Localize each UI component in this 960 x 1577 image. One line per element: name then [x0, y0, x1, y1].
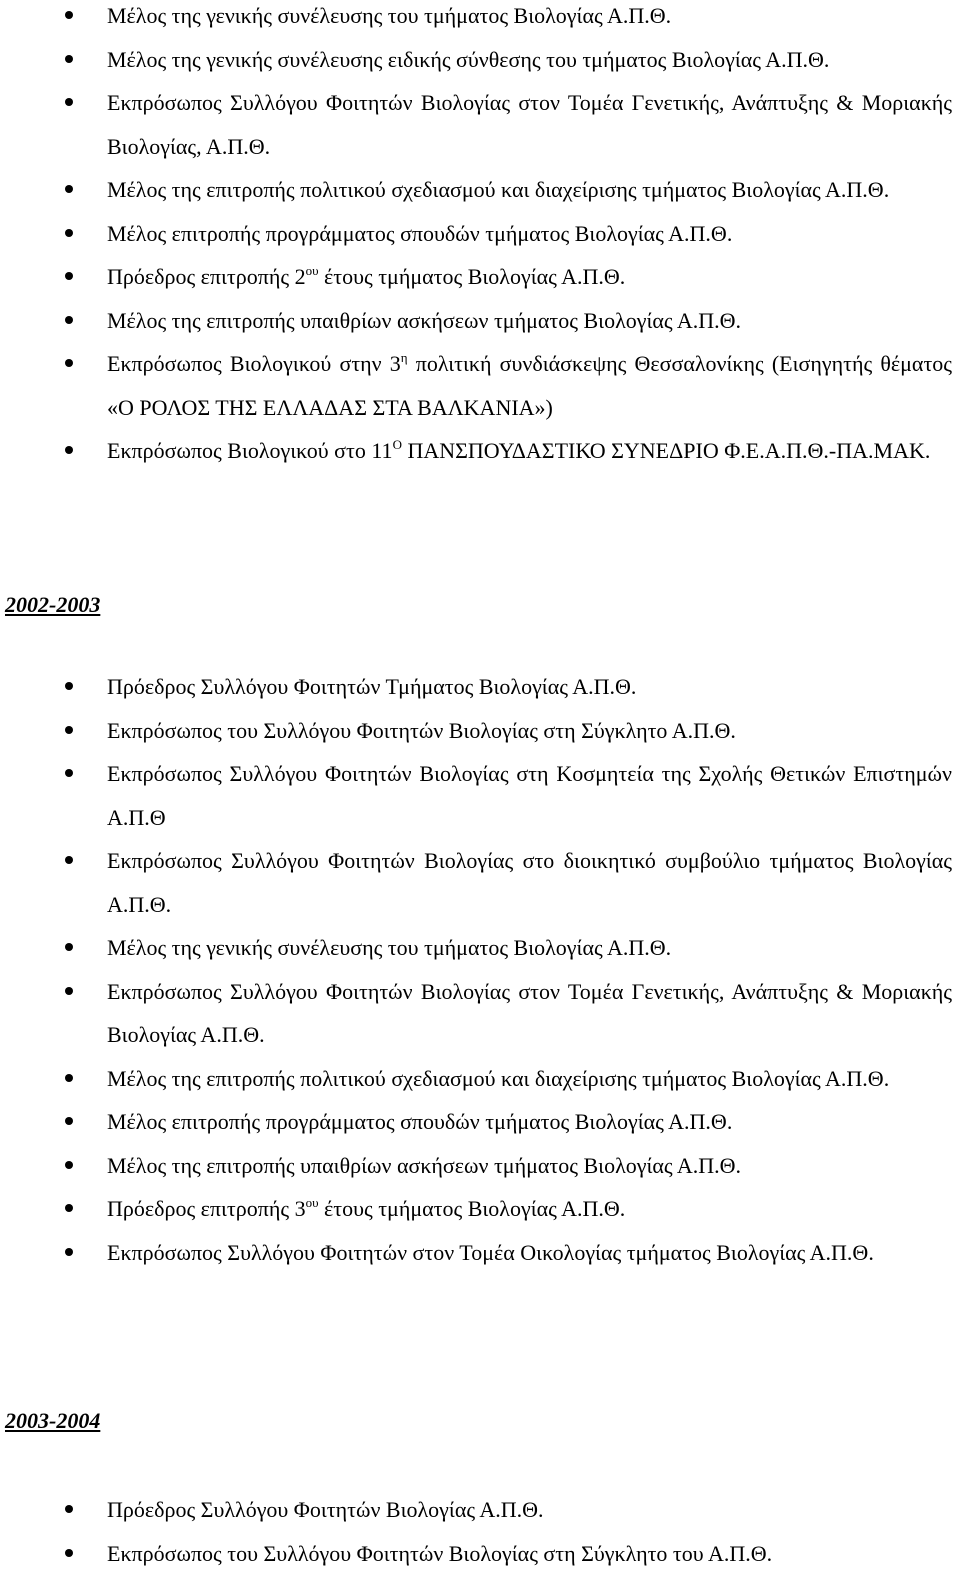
bullet-icon [65, 1161, 73, 1169]
list-item: Μέλος της επιτροπής υπαιθρίων ασκήσεων τμήματος Βιολογίας Α.Π.Θ. [0, 1144, 960, 1188]
list-item: Μέλος επιτροπής προγράμματος σπουδών τμήματος Βιολογίας Α.Π.Θ. [0, 1100, 960, 1144]
bullet-icon [65, 1505, 73, 1513]
bullet-icon [65, 359, 73, 367]
list-item: Μέλος της επιτροπής πολιτικού σχεδιασμού και διαχείρισης τμήματος Βιολογίας Α.Π.Θ. [0, 1057, 960, 1101]
bullet-icon [65, 726, 73, 734]
bullet-icon [65, 856, 73, 864]
bullet-icon [65, 769, 73, 777]
list-item: Μέλος της γενικής συνέλευσης του τμήματος Βιολογίας Α.Π.Θ. [0, 0, 960, 38]
bullet-icon [65, 316, 73, 324]
list-item: Εκπρόσωπος Βιολογικού στην $3^\eta$ πολιτική συνδιάσκεψης Θεσσαλονίκης (Εισηγητής θέματος «Ο ΡΟΛΟΣ ΤΗΣ ΕΛΛΑΔΑΣ ΣΤΑ ΒΑΛΚΑΝΙΑ») [0, 342, 960, 429]
bullet-icon [65, 1248, 73, 1256]
section-2-list [0, 665, 960, 1274]
list-item: Μέλος της γενικής συνέλευσης του τμήματος Βιολογίας Α.Π.Θ. [0, 926, 960, 970]
list-item: Μέλος της επιτροπής υπαιθρίων ασκήσεων τμήματος Βιολογίας Α.Π.Θ. [0, 299, 960, 343]
section-3-list [0, 1488, 960, 1575]
section-heading-2002-2003: 2002-2003 [5, 592, 101, 617]
bullet-icon [65, 446, 73, 454]
list-item: Εκπρόσωπος Βιολογικού στο $11^O$ ΠΑΝΣΠΟΥΔΑΣΤΙΚΟ ΣΥΝΕΔΡΙΟ Φ.Ε.Α.Π.Θ.-ΠΑ.ΜΑΚ. [0, 429, 960, 473]
list-item: Μέλος επιτροπής προγράμματος σπουδών τμήματος Βιολογίας Α.Π.Θ. [0, 212, 960, 256]
bullet-icon [65, 987, 73, 995]
bullet-icon [65, 98, 73, 106]
bullet-icon [65, 1074, 73, 1082]
section-heading-2003-2004: 2003-2004 [5, 1408, 101, 1433]
bullet-icon [65, 55, 73, 63]
bullet-icon [65, 1117, 73, 1125]
bullet-icon [65, 1204, 73, 1212]
list-item: Πρόεδρος επιτροπής $2^{o\upsilon}$ έτους τμήματος Βιολογίας Α.Π.Θ. [0, 255, 960, 299]
list-item: Εκπρόσωπος Συλλόγου Φοιτητών Βιολογίας στον Τομέα Γενετικής, Ανάπτυξης & Μοριακής Βιολογίας, Α.Π.Θ. [0, 81, 960, 168]
bullet-icon [65, 11, 73, 19]
bullet-icon [65, 229, 73, 237]
list-item: Εκπρόσωπος Συλλόγου Φοιτητών Βιολογίας στο διοικητικό συμβούλιο τμήματος Βιολογίας Α.Π.Θ. [0, 839, 960, 926]
list-item: Εκπρόσωπος του Συλλόγου Φοιτητών Βιολογίας στη Σύγκλητο του Α.Π.Θ. [0, 1532, 960, 1576]
list-item: Πρόεδρος επιτροπής $3^{o\upsilon}$ έτους τμήματος Βιολογίας Α.Π.Θ. [0, 1187, 960, 1231]
bullet-icon [65, 682, 73, 690]
bullet-icon [65, 272, 73, 280]
list-item: Εκπρόσωπος Συλλόγου Φοιτητών στον Τομέα Οικολογίας τμήματος Βιολογίας Α.Π.Θ. [0, 1231, 960, 1275]
bullet-icon [65, 1549, 73, 1557]
bullet-icon [65, 185, 73, 193]
list-item: Εκπρόσωπος Συλλόγου Φοιτητών Βιολογίας στη Κοσμητεία της Σχολής Θετικών Επιστημών Α.Π.Θ [0, 752, 960, 839]
list-item: Πρόεδρος Συλλόγου Φοιτητών Βιολογίας Α.Π.Θ. [0, 1488, 960, 1532]
list-item: Εκπρόσωπος Συλλόγου Φοιτητών Βιολογίας στον Τομέα Γενετικής, Ανάπτυξης & Μοριακής Βιολογίας Α.Π.Θ. [0, 970, 960, 1057]
section-1-list [0, 0, 960, 473]
list-item: Μέλος της επιτροπής πολιτικού σχεδιασμού και διαχείρισης τμήματος Βιολογίας Α.Π.Θ. [0, 168, 960, 212]
bullet-icon [65, 943, 73, 951]
list-item: Εκπρόσωπος του Συλλόγου Φοιτητών Βιολογίας στη Σύγκλητο Α.Π.Θ. [0, 709, 960, 753]
list-item: Μέλος της γενικής συνέλευσης ειδικής σύνθεσης του τμήματος Βιολογίας Α.Π.Θ. [0, 38, 960, 82]
list-item: Πρόεδρος Συλλόγου Φοιτητών Τμήματος Βιολογίας Α.Π.Θ. [0, 665, 960, 709]
